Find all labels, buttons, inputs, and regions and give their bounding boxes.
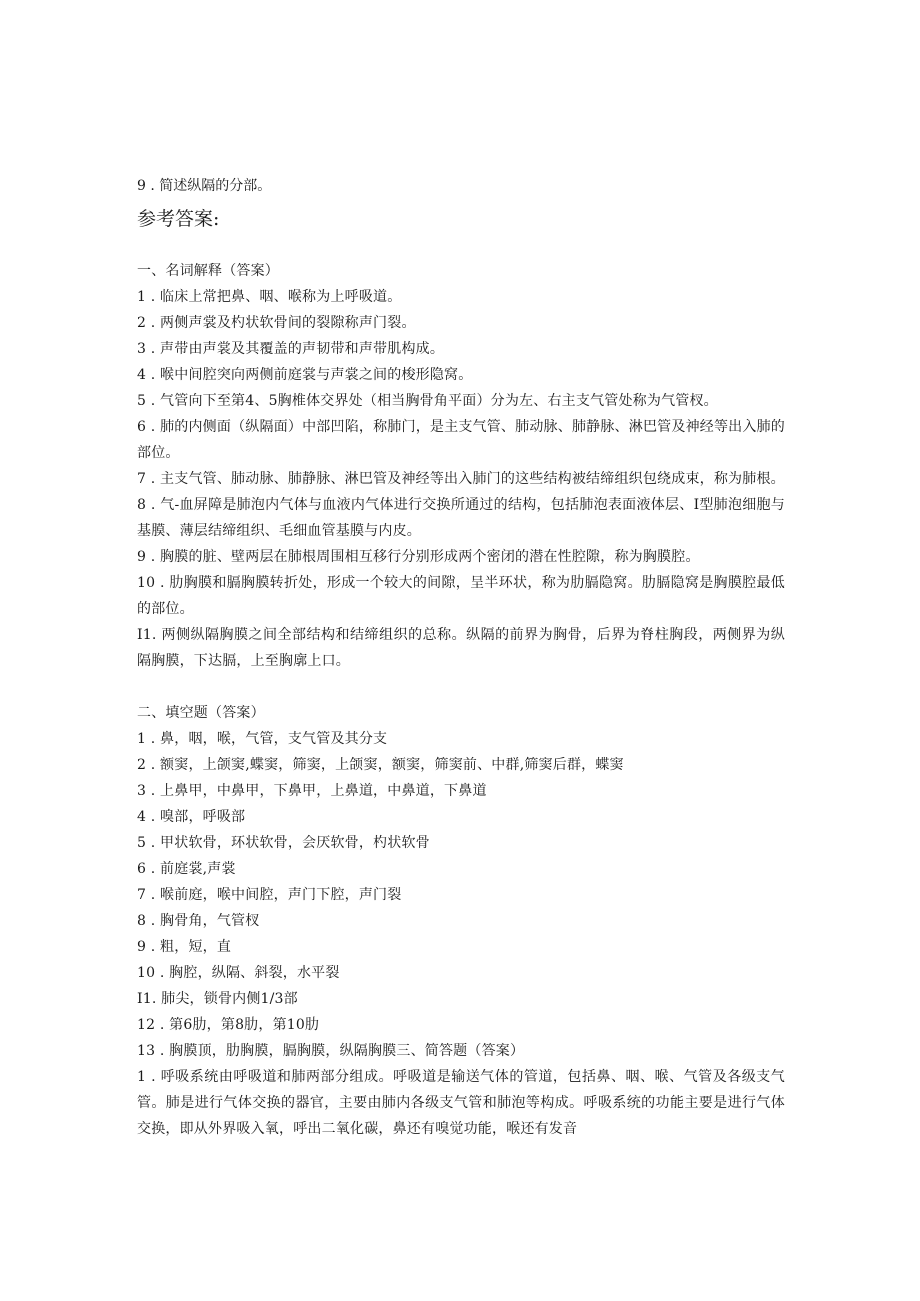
answer-item: 10 . 胸腔，纵隔、斜裂，水平裂: [137, 965, 340, 981]
definition-item: I1. 两侧纵隔胸膜之间全部结构和结缔组织的总称。纵隔的前界为胸骨，后界为脊柱胸段，两侧界为纵隔胸膜，下达膈，上至胸廓上口。: [137, 627, 785, 669]
answer-item: 5 . 甲状软骨，环状软骨，会厌软骨，杓状软骨: [137, 835, 430, 851]
definition-item: 4 . 喉中间腔突向两侧前庭裳与声裳之间的梭形隐窝。: [137, 367, 473, 383]
definition-item: 1 . 临床上常把鼻、咽、喉称为上呼吸道。: [137, 289, 402, 305]
answer-item: 2 . 额窦，上颌窦,蝶窦，筛窦，上颌窦，额窦，筛窦前、中群,筛窦后群，蝶窦: [137, 757, 624, 773]
answer-item: 3 . 上鼻甲，中鼻甲，下鼻甲，上鼻道，中鼻道，下鼻道: [137, 783, 487, 799]
answer-item: 7 . 喉前庭，喉中间腔，声门下腔，声门裂: [137, 887, 402, 903]
question-9: 9 . 简述纵隔的分部。: [137, 178, 272, 194]
answer-item: 13 . 胸膜顶，肋胸膜，膈胸膜，纵隔胸膜三、简答题（答案）: [137, 1043, 525, 1059]
answer-title: 参考答案:: [137, 208, 220, 230]
definition-item: 3 . 声带由声裳及其覆盖的声韧带和声带肌构成。: [137, 341, 445, 357]
section-heading: 二、填空题（答案）: [137, 705, 265, 721]
answer-item: 1 . 鼻，咽，喉，气管，支气管及其分支: [137, 731, 388, 747]
definition-item: 7 . 主支气管、肺动脉、肺静脉、淋巴管及神经等出入肺门的这些结构被结缔组织包绕成束，称为肺根。: [137, 471, 785, 487]
definition-item: 9 . 胸膜的脏、壁两层在肺根周围相互移行分别形成两个密闭的潜在性腔隙，称为胸膜腔。: [137, 549, 700, 565]
answer-item: 6 . 前庭裳,声裳: [137, 861, 236, 877]
section-heading: 一、名词解释（答案）: [137, 263, 279, 279]
section-definitions: [137, 258, 785, 674]
answer-item: 12 . 第6肋，第8肋，第10肋: [137, 1017, 320, 1033]
definition-item: 2 . 两侧声裳及杓状软骨间的裂隙称声门裂。: [137, 315, 416, 331]
answer-item: 9 . 粗，短，直: [137, 939, 232, 955]
definition-item: 10 . 肋胸膜和膈胸膜转折处，形成一个较大的间隙，呈半环状，称为肋膈隐窝。肋膈隐窝是胸膜腔最低的部位。: [137, 575, 785, 617]
answer-item: 4 . 嗅部，呼吸部: [137, 809, 246, 825]
definition-item: 6 . 肺的内侧面（纵隔面）中部凹陷，称肺门，是主支气管、肺动脉、肺静脉、淋巴管及神经等出入肺的部位。: [137, 419, 785, 461]
answer-item: 8 . 胸骨角，气管杈: [137, 913, 260, 929]
definition-item: 8 . 气-血屏障是肺泡内气体与血液内气体进行交换所通过的结构，包括肺泡表面液体层、I型肺泡细胞与基膜、薄层结缔组织、毛细血管基膜与内皮。: [137, 497, 785, 539]
answer-item: I1. 肺尖，锁骨内侧1/3部: [137, 991, 298, 1007]
section-fill-blanks: [137, 700, 785, 1142]
short-answer-item: 1 . 呼吸系统由呼吸道和肺两部分组成。呼吸道是输送气体的管道，包括鼻、咽、喉、气管及各级支气管。肺是进行气体交换的器官，主要由肺内各级支气管和肺泡等构成。呼吸系统的功能主要是进行气体交换，即从外界吸入氧，呼出二氧化碳，鼻还有嗅觉功能，喉还有发音: [137, 1069, 785, 1137]
definition-item: 5 . 气管向下至第4、5胸椎体交界处（相当胸骨角平面）分为左、右主支气管处称为气管杈。: [137, 393, 718, 409]
